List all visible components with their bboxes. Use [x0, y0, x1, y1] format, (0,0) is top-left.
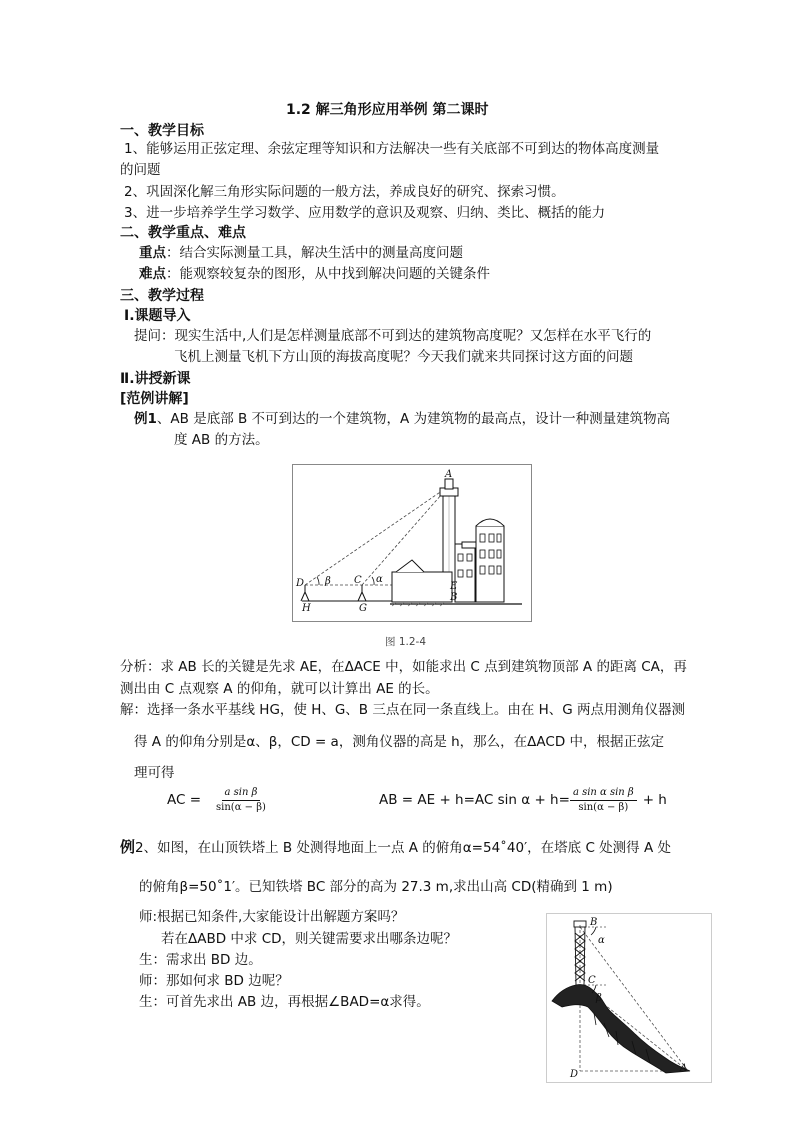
fig2-label-alpha: α: [598, 935, 605, 946]
example-1-text: 、AB 是底部 B 不可到达的一个建筑物，A 为建筑物的最高点，设计一种测量建筑物高: [156, 411, 671, 427]
formula-ab-lhs: AB = AE + h=AC sin α + h=: [379, 791, 570, 808]
mountain-tower-diagram: [546, 913, 712, 1083]
example-1-line-1: [134, 413, 670, 427]
dialogue-1: 师:根据已知条件,大家能设计出解题方案吗？: [139, 909, 405, 925]
fig2-label-B: B: [590, 917, 598, 928]
fig2-label-D: D: [570, 1069, 579, 1080]
dialogue-3: 生：需求出 BD 边。: [139, 952, 262, 968]
fig1-label-A: A: [445, 469, 453, 480]
fig1-label-alpha: α: [376, 574, 383, 585]
formula-ab-numerator: a sin α sin β: [570, 788, 637, 801]
analysis-line-2: 测出由 C 点观察 A 的仰角，就可以计算出 AE 的长。: [120, 681, 439, 697]
difficulty-label: 难点: [139, 266, 166, 282]
formula-ac-denominator: sin(α − β): [216, 802, 266, 813]
figure-mountain-tower: [546, 913, 712, 1083]
goal-1-line-2: 的问题: [120, 162, 161, 178]
section-heading-goals: 一、教学目标: [120, 123, 204, 139]
new-lesson-heading: Ⅱ.讲授新课: [120, 371, 191, 387]
fig2-label-beta: β: [596, 993, 602, 1004]
fig1-label-beta: β: [325, 576, 331, 587]
key-text: ：结合实际测量工具，解决生活中的测量高度问题: [166, 245, 463, 261]
goal-3: 3、进一步培养学生学习数学、应用数学的意识及观察、归纳、类比、概括的能力: [124, 205, 606, 221]
dialogue-2: 若在ΔABD 中求 CD，则关键需要求出哪条边呢？: [161, 931, 458, 947]
dialogue-4: 师：那如何求 BD 边呢？: [139, 973, 289, 989]
key-point: [139, 247, 463, 261]
example-2-label: 例: [120, 838, 136, 856]
fig1-label-E: E: [450, 581, 458, 592]
intro-question-line-2: 飞机上测量飞机下方山顶的海拔高度呢？今天我们就来共同探讨这方面的问题: [174, 349, 633, 365]
key-label: 重点: [139, 245, 166, 261]
figure-caption: 图 1.2-4: [385, 636, 427, 648]
intro-heading: Ⅰ.课题导入: [124, 308, 191, 324]
example-1-line-2: 度 AB 的方法。: [174, 432, 269, 448]
solution-line-2: 得 A 的仰角分别是α、β，CD = a，测角仪器的高是 h，那么，在ΔACD 中，根据正弦定: [134, 734, 665, 750]
figure-lighthouse: [292, 464, 532, 622]
formula-ac-numerator: a sin β: [222, 788, 261, 801]
fig1-label-H: H: [302, 603, 311, 614]
dialogue-5: 生：可首先求出 AB 边，再根据∠BAD=α求得。: [139, 994, 430, 1010]
analysis-line-1: 分析：求 AB 长的关键是先求 AE，在ΔACE 中，如能求出 C 点到建筑物顶部 A 的距离 CA，再: [120, 659, 687, 675]
solution-line-1: 解：选择一条水平基线 HG，使 H、G、B 三点在同一条直线上。由在 H、G 两点用测角仪器测: [120, 702, 686, 718]
solution-line-3: 理可得: [134, 765, 175, 781]
goal-1-line-1: 1、能够运用正弦定理、余弦定理等知识和方法解决一些有关底部不可到达的物体高度测量: [124, 141, 660, 157]
example-1-label: 例1: [134, 411, 157, 427]
formula-ac-fraction: [213, 788, 269, 813]
page-title: 1.2 解三角形应用举例 第二课时: [286, 102, 489, 118]
fig1-label-G: G: [359, 603, 367, 614]
example-2-text: 2、如图，在山顶铁塔上 B 处测得地面上一点 A 的俯角α=54˚40′，在塔底 C 处测得 A 处: [135, 840, 671, 856]
formula-ab: [379, 788, 667, 813]
fig2-label-A: A: [680, 1063, 688, 1074]
formula-ac-lhs: AC =: [167, 791, 202, 808]
section-heading-process: 三、教学过程: [120, 288, 204, 304]
difficulty-text: ：能观察较复杂的图形，从中找到解决问题的关键条件: [166, 266, 490, 282]
fig1-label-C: C: [354, 575, 362, 586]
examples-heading: [范例讲解]: [120, 391, 189, 407]
formula-ac: [167, 788, 269, 813]
lighthouse-diagram: [292, 464, 532, 622]
intro-question-line-1: 提问：现实生活中,人们是怎样测量底部不可到达的建筑物高度呢？又怎样在水平飞行的: [134, 328, 652, 344]
section-heading-key: 二、教学重点、难点: [120, 225, 246, 241]
formula-ab-fraction: [570, 788, 637, 813]
fig2-label-C: C: [588, 975, 596, 986]
fig1-label-B: B: [450, 592, 458, 603]
example-2-line-2: 的俯角β=50˚1′。已知铁塔 BC 部分的高为 27.3 m,求出山高 CD(精确到 1 m): [139, 879, 613, 895]
example-2-line-1: [120, 840, 671, 856]
difficulty-point: [139, 268, 490, 282]
formula-ab-denominator: sin(α − β): [578, 802, 629, 813]
formula-ab-tail: + h: [642, 791, 667, 808]
goal-2: 2、巩固深化解三角形实际问题的一般方法，养成良好的研究、探索习惯。: [124, 184, 565, 200]
fig1-label-D: D: [296, 578, 305, 589]
